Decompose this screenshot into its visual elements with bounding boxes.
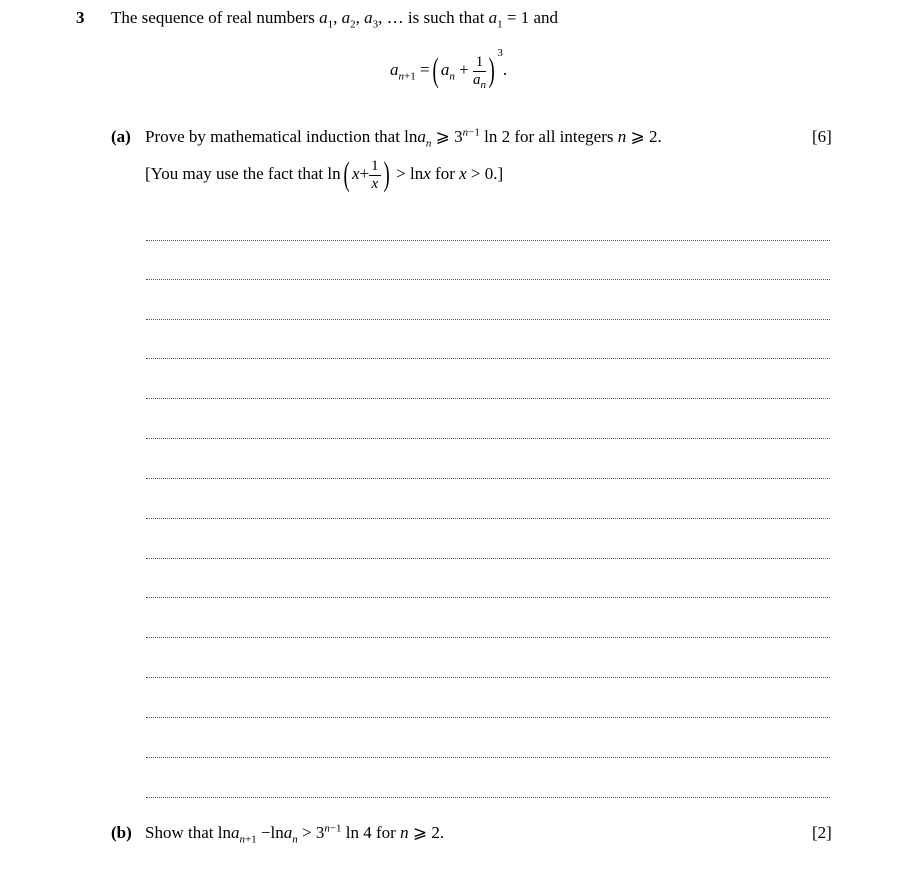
answer-line[interactable] xyxy=(146,398,830,399)
part-a-marks: [6] xyxy=(812,127,832,146)
part-a-text: Prove by mathematical induction that lna$_n$ ⩾ $3^{n-1}$ ln 2 for all integers n ⩾ 2. xyxy=(145,126,662,150)
part-a-hint: [You may use the fact that ln( x+ $\frac{1}{x}$ ) > lnx for x > 0.] xyxy=(145,156,504,193)
answer-line[interactable] xyxy=(146,279,830,280)
recurrence-formula: $a_{n+1}$ =( $a_n$ + $\frac{1}{a_n}$ ) $^3$. xyxy=(390,47,508,91)
answer-line[interactable] xyxy=(146,637,830,638)
answer-line[interactable] xyxy=(146,597,830,598)
answer-line[interactable] xyxy=(146,478,830,479)
answer-line[interactable] xyxy=(146,358,830,359)
answer-line[interactable] xyxy=(146,558,830,559)
part-b-marks: [2] xyxy=(812,823,832,842)
part-b-label: (b) xyxy=(111,823,132,842)
question-intro: The sequence of real numbers $a_1$, $a_2$, $a_3$, … is such that $a_1 = 1$ and xyxy=(111,8,559,31)
answer-line[interactable] xyxy=(146,438,830,439)
part-b-text: Show that $\ln a_{n+1} -\ln a_n > 3^{n-1}$ ln 4 for n ⩾ 2. xyxy=(145,822,445,846)
answer-line[interactable] xyxy=(146,717,830,718)
answer-line[interactable] xyxy=(146,797,830,798)
question-number: 3 xyxy=(76,8,85,27)
part-a-label: (a) xyxy=(111,127,131,146)
answer-line[interactable] xyxy=(146,319,830,320)
answer-line[interactable] xyxy=(146,240,830,241)
answer-line[interactable] xyxy=(146,757,830,758)
answer-line[interactable] xyxy=(146,677,830,678)
answer-line[interactable] xyxy=(146,518,830,519)
